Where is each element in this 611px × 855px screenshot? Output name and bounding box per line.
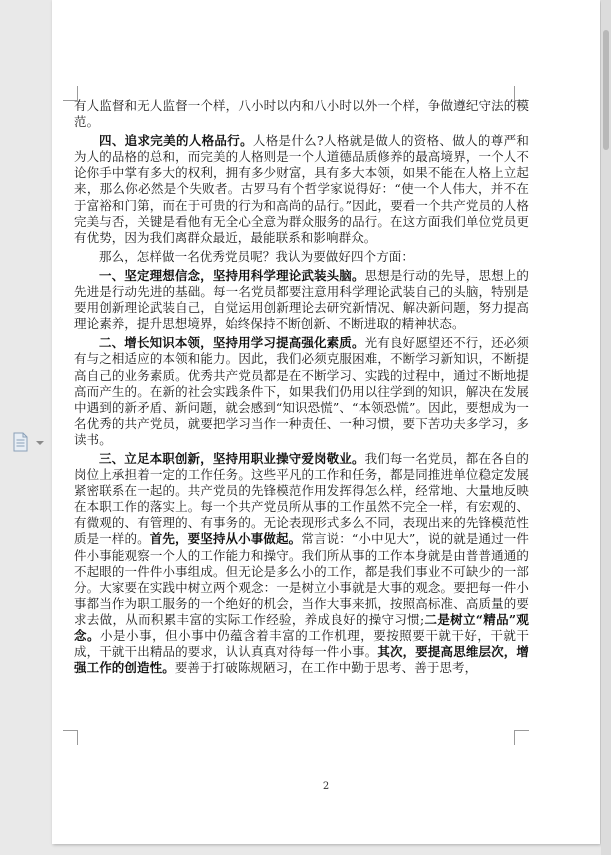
bold-heading-run: 首先，要坚持从小事做起。 — [149, 531, 302, 547]
paragraph — [74, 98, 529, 130]
paragraph — [74, 335, 529, 448]
text-run: 小是小事，但小事中仍蕴含着丰富的工作机理，要按照要干就干好，干就干成，干就干出精品的要求，认认真真对待每一件小事。 — [74, 628, 529, 660]
document-icon — [12, 432, 52, 452]
paragraph — [74, 268, 529, 332]
document-body[interactable] — [74, 98, 529, 679]
document-page — [52, 0, 600, 844]
bold-heading-run: 其次，要提高思维层次，增强工作的创造性。 — [74, 644, 529, 676]
bold-heading-run: 三、立足本职创新，坚持用职业操守爱岗敬业。 — [99, 450, 365, 466]
text-run: 要善于打破陈规陋习，在工作中勤于思考、善于思考， — [174, 660, 478, 676]
text-run: 常言说：“小中见大”，说的就是通过一件件小事能观察一个人的工作能力和操守。我们所从事的工作本身就是由普普通通的不起眼的一件件小事组成。但无论是多么小的工作，都是我们事业不可缺少的一部分。大家要在实践中树立两个观念：一是树立小事就是大事的观念。要把每一件小事都当作为职工服务的一个绝好的机会，当作大事来抓，按照高标准、高质量的要求去做，从而积累丰富的实际工作经验，养成良好的操守习惯; — [74, 531, 530, 627]
vertical-scrollbar[interactable] — [601, 0, 611, 855]
page-navigation-icon[interactable] — [12, 432, 52, 452]
bold-heading-run: 二是树立“精品”观念。 — [74, 611, 530, 643]
text-run: 有人监督和无人监督一个样，八小时以内和八小时以外一个样，争做遵纪守法的模范。 — [74, 98, 529, 130]
paragraph — [74, 249, 529, 265]
text-run: 光有良好愿望还不行，还必须有与之相适应的本领和能力。因此，我们必须克服困难，不断学习新知识，不断提高自己的业务素质。优秀共产党员都是在不断学习、实践的过程中，通过不断地提高而产生的。在新的社会实践条件下，如果我们仍用以往学到的知识，解决在发展中遇到的新矛盾、新问题，就会感到“知识恐慌”、“本领恐慌”。因此，要想成为一名优秀的共产党员，就要把学习当作一种责任、一种习惯，要下苦功夫多学习，多读书。 — [74, 335, 529, 447]
text-run: 我们每一名党员，都在各自的岗位上承担着一定的工作任务。这些平凡的工作和任务，都是同推进单位稳定发展紧密联系在一起的。共产党员的先锋模范作用发挥得怎么样，经常地、大量地反映在本职工作的落实上。每一个共产党员所从事的工作虽然不完全一样，有宏观的、有微观的、有管理的、有事务的。无论表现形式多么不同，表现出来的先锋模范性质是一样的。 — [74, 450, 529, 547]
margin-corner-mark — [63, 730, 78, 745]
paragraph — [74, 451, 529, 676]
text-run: 那么，怎样做一名优秀党员呢？我认为要做好四个方面： — [99, 248, 415, 264]
paragraph — [74, 133, 529, 246]
page-number: 2 — [322, 781, 330, 792]
text-run: 思想是行动的先导，思想上的先进是行动先进的基础。每一名党员都要注意用科学理论武装自己的头脑，特别是要用创新理论武装自己，自觉运用创新理论去研究新情况、解决新问题，努力提高理论素养，提升思想境界，始终保持不断创新、不断进取的精神状态。 — [74, 267, 529, 332]
bold-heading-run: 四、追求完美的人格品行。 — [99, 133, 253, 149]
scrollbar-thumb[interactable] — [603, 30, 609, 150]
text-run: 人格是什么?人格就是做人的资格、做人的尊严和为人的品格的总和，而完美的人格则是一个人道德品质修养的最高境界，一个人不论你手中掌有多大的权利，拥有多少财富，具有多大本领，如果不能在人格上立起来，那么你必然是个失败者。古罗马有个哲学家说得好：“使一个人伟大，并不在于富裕和门第，而在于可贵的行为和高尚的品行。”因此，要看一个共产党员的人格完美与否，关键是看他有无全心全意为群众服务的品行。在这方面我们单位党员更有优势，因为我们离群众最近，最能联系和影响群众。 — [74, 133, 529, 245]
bold-heading-run: 一、坚定理想信念，坚持用科学理论武装头脑。 — [99, 267, 365, 283]
chevron-down-icon — [36, 441, 44, 445]
margin-corner-mark — [514, 730, 529, 745]
bold-heading-run: 二、增长知识本领，坚持用学习提高强化素质。 — [99, 335, 365, 351]
